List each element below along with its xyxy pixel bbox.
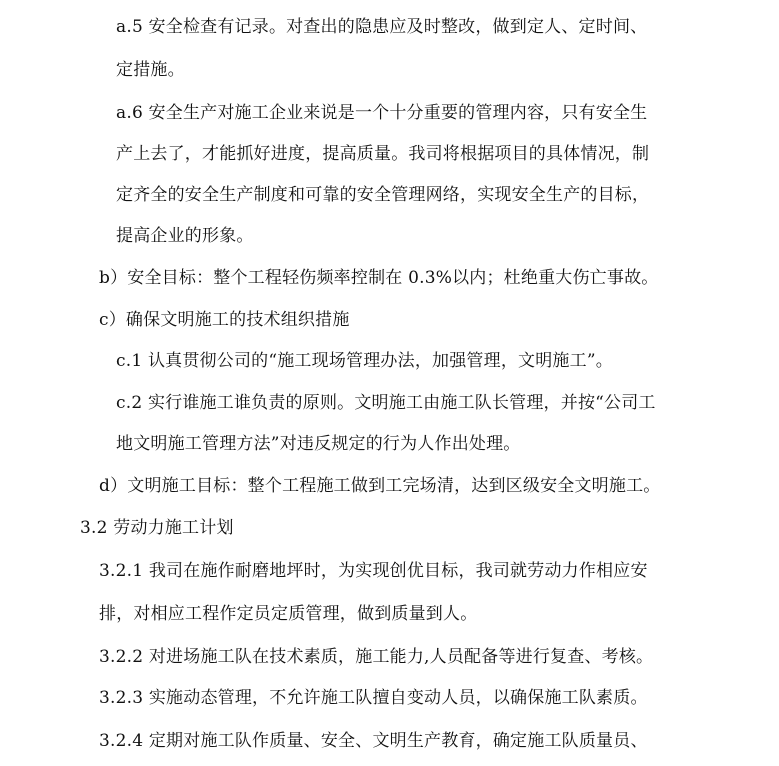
text-line: b）安全目标：整个工程轻伤频率控制在 0.3%以内；杜绝重大伤亡事故。 xyxy=(99,268,659,288)
text-line: 地文明施工管理方法”对违反规定的行为人作出处理。 xyxy=(116,434,521,454)
text-line: 定齐全的安全生产制度和可靠的安全管理网络，实现安全生产的目标， xyxy=(116,185,650,205)
text-line: d）文明施工目标：整个工程施工做到工完场清，达到区级安全文明施工。 xyxy=(99,476,661,496)
text-line: 产上去了，才能抓好进度，提高质量。我司将根据项目的具体情况，制 xyxy=(116,144,650,164)
text-line: 3.2.3 实施动态管理，不允许施工队擅自变动人员，以确保施工队素质。 xyxy=(99,688,648,708)
text-line: 3.2.4 定期对施工队作质量、安全、文明生产教育，确定施工队质量员、 xyxy=(99,731,648,751)
text-line: 定措施。 xyxy=(116,60,185,80)
text-line: c）确保文明施工的技术组织措施 xyxy=(99,310,350,330)
text-line: a.5 安全检查有记录。对查出的隐患应及时整改，做到定人、定时间、 xyxy=(116,17,648,37)
text-line: c.2 实行谁施工谁负责的原则。文明施工由施工队长管理，并按“公司工 xyxy=(116,393,656,413)
text-line: 排，对相应工程作定员定质管理，做到质量到人。 xyxy=(99,604,478,624)
text-line: 3.2.2 对进场施工队在技术素质，施工能力,人员配备等进行复查、考核。 xyxy=(99,647,654,667)
text-line: a.6 安全生产对施工企业来说是一个十分重要的管理内容，只有安全生 xyxy=(116,103,648,123)
text-line: 提高企业的形象。 xyxy=(116,226,254,246)
text-line: 3.2.1 我司在施作耐磨地坪时，为实现创优目标，我司就劳动力作相应安 xyxy=(99,561,648,581)
text-line: c.1 认真贯彻公司的“施工现场管理办法，加强管理，文明施工”。 xyxy=(116,351,613,371)
section-heading: 3.2 劳动力施工计划 xyxy=(80,518,234,538)
